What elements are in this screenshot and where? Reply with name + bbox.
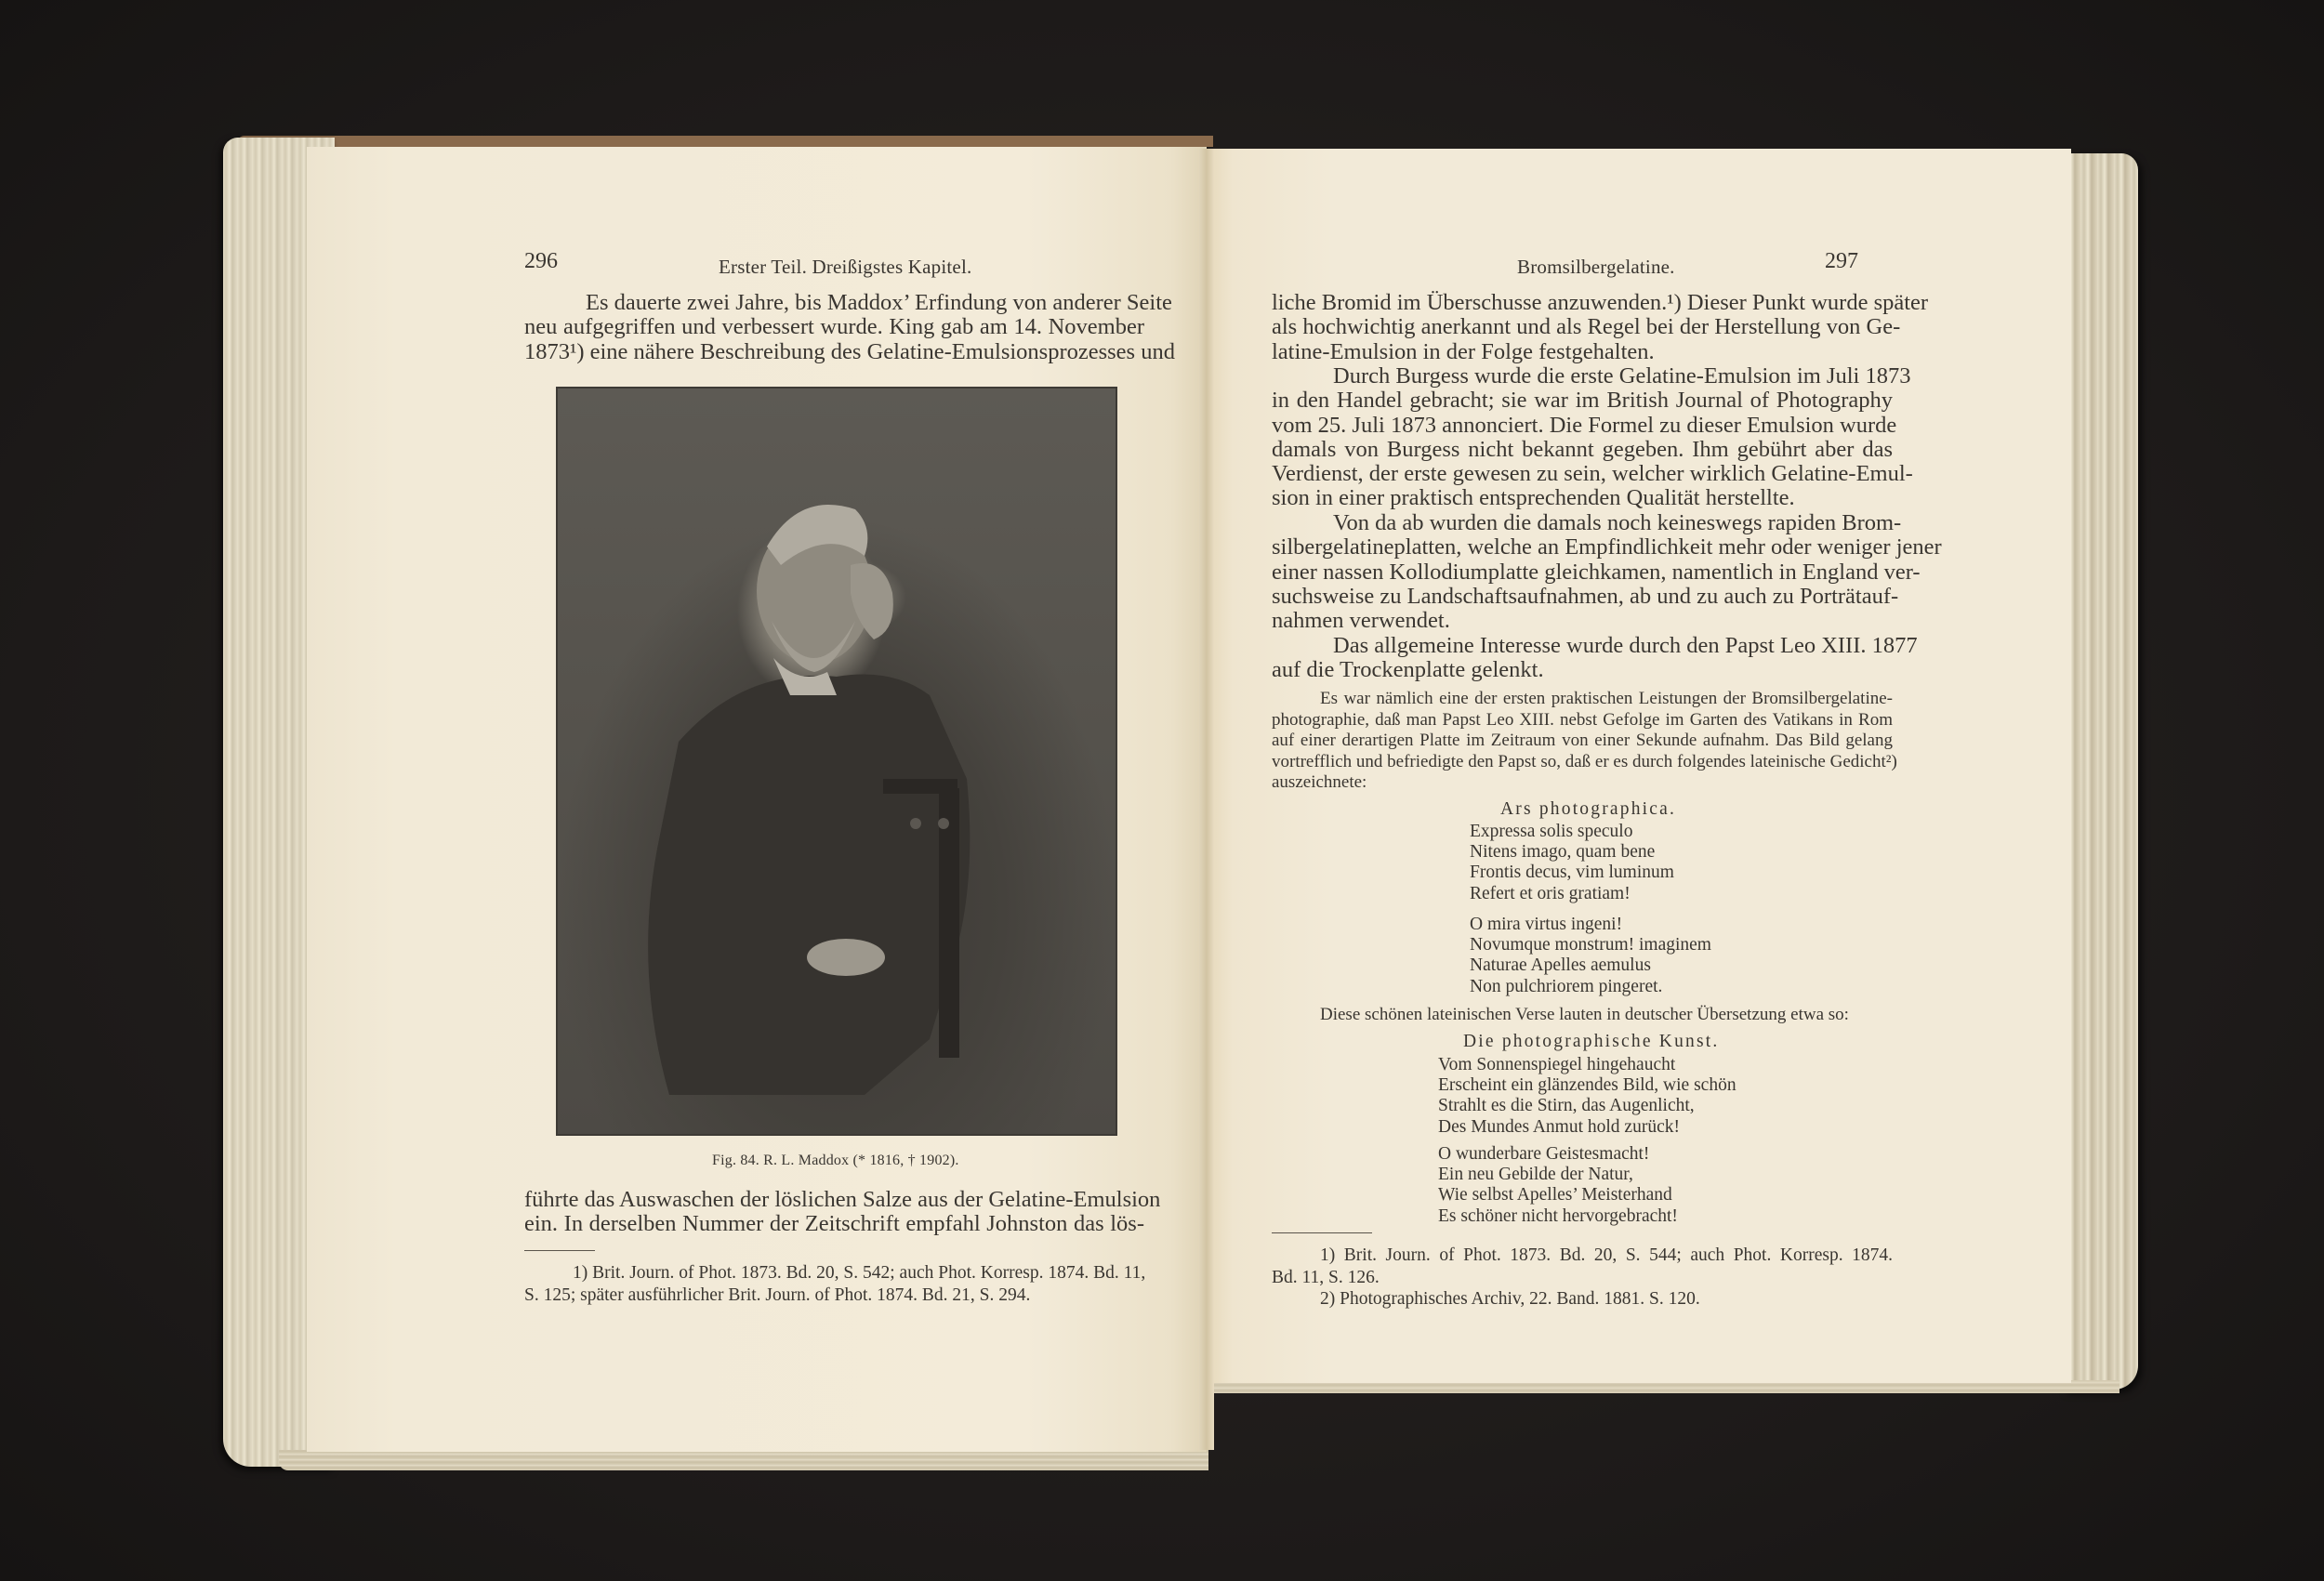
poem-line: Es schöner nicht hervorgebracht! <box>1438 1206 1678 1226</box>
footnote-line: S. 125; später ausführlicher Brit. Journ. of Phot. 1874. Bd. 21, S. 294. <box>524 1285 1031 1305</box>
text-line: auf einer derartigen Platte im Zeitraum von einer Sekunde aufnahm. Das Bild gelang <box>1272 731 1893 750</box>
text-line: suchsweise zu Landschaftsaufnahmen, ab und zu auch zu Porträtauf- <box>1272 583 1899 609</box>
text-line: führte das Auswaschen der löslichen Salze aus der Gelatine-Emulsion <box>524 1187 1161 1212</box>
poem-line: Non pulchriorem pingeret. <box>1470 976 1663 996</box>
latin-poem-stanza-2 <box>1470 915 1711 997</box>
jacket-shape <box>648 675 970 1096</box>
left-running-head: Erster Teil. Dreißigstes Kapitel. <box>719 256 972 278</box>
poem-line: Refert et oris gratiam! <box>1470 883 1631 903</box>
hand-resting <box>807 939 885 976</box>
poem-line: Frontis decus, vim luminum <box>1470 863 1674 883</box>
text-line: vortrefflich und befriedigte den Papst so, daß er es durch folgendes lateinische Gedicht²) <box>1272 751 1897 771</box>
footnote-line: 1) Brit. Journ. of Phot. 1873. Bd. 20, S. 542; auch Phot. Korresp. 1874. Bd. 11, <box>573 1263 1146 1283</box>
text-line: latine-Emulsion in der Folge festgehalten. <box>1272 338 1655 364</box>
translation-intro: Diese schönen lateinischen Verse lauten in deutscher Übersetzung etwa so: <box>1320 1005 1849 1024</box>
left-paragraph-2 <box>524 1187 1161 1237</box>
poem-line: Nitens imago, quam bene <box>1470 842 1656 863</box>
text-line: Es war nämlich eine der ersten praktischen Leistungen der Bromsilbergelatine- <box>1320 689 1893 708</box>
poem-line: Novumque monstrum! imaginem <box>1470 935 1711 955</box>
right-running-head: Bromsilbergelatine. <box>1517 256 1675 278</box>
text-line: sion in einer praktisch entsprechenden Qualität herstellte. <box>1272 485 1795 511</box>
text-line: nahmen verwendet. <box>1272 608 1450 634</box>
poem-line: O wunderbare Geistesmacht! <box>1438 1144 1650 1164</box>
text-line: Verdienst, der erste gewesen zu sein, welcher wirklich Gelatine-Emul- <box>1272 461 1913 487</box>
book-page-edges-bottom <box>279 1450 1208 1470</box>
footnote-rule <box>524 1250 595 1251</box>
text-line: auf die Trockenplatte gelenkt. <box>1272 657 1544 683</box>
latin-poem-stanza-1 <box>1470 822 1674 904</box>
right-paragraph-3 <box>1272 510 1942 634</box>
papal-anecdote <box>1272 689 1897 794</box>
text-line: Durch Burgess wurde die erste Gelatine-Emulsion im Juli 1873 <box>1333 363 1911 389</box>
left-footnotes <box>524 1262 1144 1306</box>
right-paragraph-1 <box>1272 290 1929 364</box>
book-gutter <box>1199 149 1214 1450</box>
text-line: neu aufgegriffen und verbessert wurde. King gab am 14. November <box>524 314 1144 340</box>
poem-line: Naturae Apelles aemulus <box>1470 955 1651 976</box>
text-line: als hochwichtig anerkannt und als Regel bei der Herstellung von Ge- <box>1272 314 1901 340</box>
text-line: Es dauerte zwei Jahre, bis Maddox’ Erfindung von anderer Seite <box>586 290 1172 315</box>
poem-line: Erscheint ein glänzendes Bild, wie schön <box>1438 1075 1736 1096</box>
right-paragraph-4 <box>1272 633 1918 683</box>
footnote-line: Bd. 11, S. 126. <box>1272 1267 1380 1287</box>
poem-line: Strahlt es die Stirn, das Augenlicht, <box>1438 1096 1695 1116</box>
poem-line: Des Mundes Anmut hold zurück! <box>1438 1116 1680 1137</box>
book-page-edges-right <box>2064 153 2138 1390</box>
latin-poem-title: Ars photographica. <box>1500 799 1677 819</box>
right-footnotes <box>1272 1245 1893 1311</box>
footnote-line: 1) Brit. Journ. of Phot. 1873. Bd. 20, S. 544; auch Phot. Korresp. 1874. <box>1320 1245 1893 1265</box>
text-line: ein. In derselben Nummer der Zeitschrift empfahl Johnston das lös- <box>524 1211 1144 1237</box>
poem-line: Ein neu Gebilde der Natur, <box>1438 1165 1633 1185</box>
text-line: auszeichnete: <box>1272 772 1367 792</box>
poem-line: Vom Sonnenspiegel hingehaucht <box>1438 1055 1676 1074</box>
footnote-rule <box>1272 1232 1372 1233</box>
book-cover-edge <box>237 136 1213 147</box>
text-line: photographie, daß man Papst Leo XIII. nebst Gefolge im Garten des Vatikans in Rom <box>1272 709 1893 730</box>
footnote-line: 2) Photographisches Archiv, 22. Band. 1881. S. 120. <box>1320 1289 1700 1309</box>
german-poem-stanza-2 <box>1438 1144 1678 1227</box>
text-line: vom 25. Juli 1873 annonciert. Die Formel zu dieser Emulsion wurde <box>1272 412 1897 438</box>
text-line: einer nassen Kollodiumplatte gleichkamen, namentlich in England ver- <box>1272 559 1921 585</box>
text-line: damals von Burgess nicht bekannt gegeben. Ihm gebührt aber das <box>1272 436 1893 462</box>
portrait-figure <box>558 389 1116 1134</box>
text-line: Das allgemeine Interesse wurde durch den Papst Leo XIII. 1877 <box>1333 633 1918 658</box>
poem-line: O mira virtus ingeni! <box>1470 915 1623 934</box>
german-poem-stanza-1 <box>1438 1055 1736 1138</box>
poem-line: Expressa solis speculo <box>1470 822 1633 841</box>
portrait-photo <box>556 387 1117 1136</box>
figure-caption: Fig. 84. R. L. Maddox (* 1816, † 1902). <box>712 1153 959 1168</box>
poem-line: Wie selbst Apelles’ Meisterhand <box>1438 1185 1672 1206</box>
text-line: 1873¹) eine nähere Beschreibung des Gelatine-Emulsionsprozesses und <box>524 338 1175 364</box>
right-paragraph-2 <box>1272 363 1913 511</box>
german-poem-title: Die photographische Kunst. <box>1463 1032 1720 1051</box>
left-paragraph-1 <box>524 290 1175 364</box>
text-line: liche Bromid im Überschusse anzuwenden.¹) Dieser Punkt wurde später <box>1272 290 1929 315</box>
text-line: in den Handel gebracht; sie war im British Journal of Photography <box>1272 388 1893 414</box>
left-page-number: 296 <box>524 249 558 273</box>
text-line: silbergelatineplatten, welche an Empfindlichkeit mehr oder weniger jener <box>1272 534 1942 560</box>
text-line: Von da ab wurden die damals noch keineswegs rapiden Brom- <box>1333 510 1902 535</box>
right-page-number: 297 <box>1825 249 1858 273</box>
